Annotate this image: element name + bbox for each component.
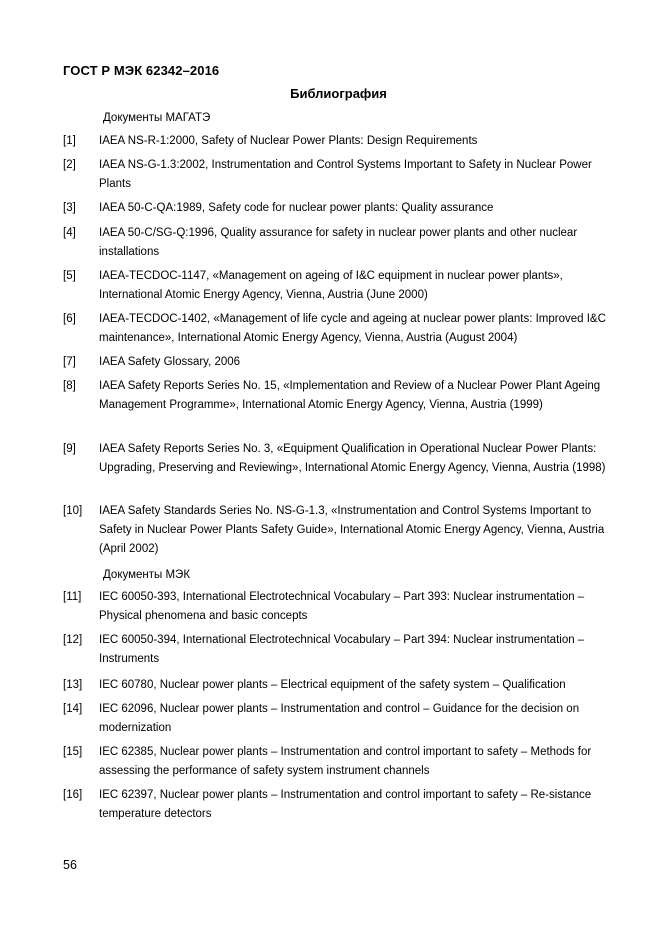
entry-text: IEC 60780, Nuclear power plants – Electrical equipment of the safety system – Qualification bbox=[99, 679, 566, 691]
entry-number: [14] bbox=[63, 703, 83, 715]
entry-number: [7] bbox=[63, 356, 76, 368]
entry-number: [12] bbox=[63, 634, 83, 646]
entry-number: [6] bbox=[63, 313, 76, 325]
section-label-iec: Документы МЭК bbox=[103, 569, 191, 581]
document-header: ГОСТ Р МЭК 62342–2016 bbox=[63, 63, 220, 78]
entry-text: IAEA-TECDOC-1402, «Management of life cycle and ageing at nuclear power plants: Improved I&C maintenance», International Atomic Energy Agency, Vienna, Austria (August 2004) bbox=[99, 313, 606, 344]
entry-text: IEC 60050-394, International Electrotechnical Vocabulary – Part 394: Nuclear instrumentation – Instruments bbox=[99, 634, 585, 665]
entry-number: [10] bbox=[63, 505, 83, 517]
entry-text: IAEA Safety Glossary, 2006 bbox=[99, 356, 241, 368]
entry-text: IEC 60050-393, International Electrotechnical Vocabulary – Part 393: Nuclear instrumentation – Physical phenomena and basic concepts bbox=[99, 591, 585, 622]
entry-number: [16] bbox=[63, 789, 83, 801]
entry-text: IEC 62385, Nuclear power plants – Instrumentation and control important to safety – Methods for assessing the performance of safety system instrument channels bbox=[99, 746, 592, 777]
page-number: 56 bbox=[63, 858, 77, 872]
page-title: Библиография bbox=[290, 86, 387, 101]
entry-number: [11] bbox=[63, 591, 82, 603]
entry-number: [13] bbox=[63, 679, 83, 691]
entry-text: IEC 62096, Nuclear power plants – Instrumentation and control – Guidance for the decision on modernization bbox=[99, 703, 580, 734]
entry-number: [15] bbox=[63, 746, 83, 758]
entry-number: [9] bbox=[63, 443, 76, 455]
entry-text: IAEA Safety Standards Series No. NS-G-1.3, «Instrumentation and Control Systems Important to Safety in Nuclear Power Plants Safety Guide», International Atomic Energy Agency, Vienna, Austria (April 2002) bbox=[99, 505, 605, 555]
entry-text: IAEA 50-C-QA:1989, Safety code for nuclear power plants: Quality assurance bbox=[99, 202, 494, 214]
section-label-iaea: Документы МАГАТЭ bbox=[103, 112, 211, 124]
entry-text: IAEA-TECDOC-1147, «Management on ageing of I&C equipment in nuclear power plants», International Atomic Energy Agency, Vienna, Austria (June 2000) bbox=[99, 270, 563, 301]
entry-number: [2] bbox=[63, 159, 76, 171]
entry-text: IAEA NS-R-1:2000, Safety of Nuclear Power Plants: Design Requirements bbox=[99, 135, 478, 147]
entry-number: [5] bbox=[63, 270, 76, 282]
entry-text: IAEA Safety Reports Series No. 3, «Equipment Qualification in Operational Nuclear Power Plants: Upgrading, Preserving and Reviewing», International Atomic Energy Agency, Vienna, Austria (1998) bbox=[99, 443, 606, 474]
entry-number: [8] bbox=[63, 380, 76, 392]
entry-text: IAEA Safety Reports Series No. 15, «Implementation and Review of a Nuclear Power Plant Ageing Management Programme», International Atomic Energy Agency, Vienna, Austria (1999) bbox=[99, 380, 601, 411]
entry-number: [3] bbox=[63, 202, 76, 214]
entry-number: [1] bbox=[63, 135, 76, 147]
entry-text: IEC 62397, Nuclear power plants – Instrumentation and control important to safety – Re-sistance temperature detectors bbox=[99, 789, 592, 820]
entry-text: IAEA 50-C/SG-Q:1996, Quality assurance for safety in nuclear power plants and other nuclear installations bbox=[99, 227, 578, 258]
entry-text: IAEA NS-G-1.3:2002, Instrumentation and Control Systems Important to Safety in Nuclear Power Plants bbox=[99, 159, 592, 190]
entry-number: [4] bbox=[63, 227, 76, 239]
